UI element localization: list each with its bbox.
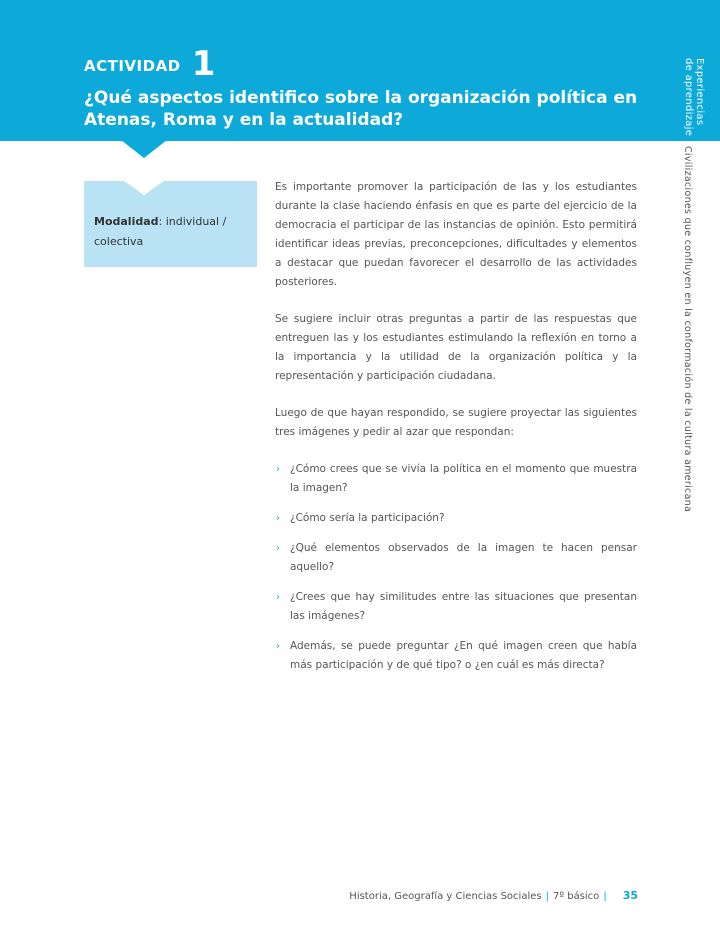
- footer-separator: |: [603, 891, 607, 902]
- activity-label: ACTIVIDAD: [84, 57, 181, 75]
- list-item: › ¿Cómo sería la participación?: [275, 509, 637, 528]
- list-item: › Además, se puede preguntar ¿En qué imagen creen que había más participación y de qué tipo? o ¿en cuál es más directa?: [275, 637, 637, 675]
- footer-grade: 7º básico: [552, 891, 600, 902]
- page-number: 35: [622, 889, 638, 902]
- side-label-section: [683, 58, 705, 136]
- modality-value: : individual / colectiva: [94, 215, 227, 248]
- page-footer: [349, 889, 638, 902]
- activity-heading: [84, 44, 215, 84]
- modality-notch: [124, 181, 164, 195]
- side-label-line-1: Experiencias: [694, 58, 705, 126]
- question-list: [275, 460, 637, 675]
- footer-separator: |: [545, 891, 549, 902]
- paragraph-1: Es importante promover la participación de las y los estudiantes durante la clase haciendo énfasis en que es parte del ejercicio de la democracia el participar de las instancias de opinión. Esto permitirá identificar ideas previas, preconcepciones, dificultades y elementos a destacar que puedan favorecer el desarrollo de las actividades posteriores.: [275, 181, 637, 288]
- modality-text: [94, 212, 244, 252]
- page-title: ¿Qué aspectos identifico sobre la organización política en Atenas, Roma y en la actualidad?: [84, 88, 638, 130]
- header-notch: [121, 140, 167, 158]
- bullet-icon: ›: [276, 592, 280, 603]
- footer-subject: Historia, Geografía y Ciencias Sociales: [349, 891, 542, 902]
- bullet-icon: ›: [276, 543, 280, 554]
- bullet-icon: ›: [276, 464, 280, 475]
- list-item: › ¿Qué elementos observados de la imagen te hacen pensar aquello?: [275, 539, 637, 577]
- bullet-icon: ›: [276, 513, 280, 524]
- paragraph-3: Luego de que hayan respondido, se sugiere proyectar las siguientes tres imágenes y pedir al azar que respondan:: [275, 407, 637, 438]
- body-content: [275, 178, 637, 686]
- activity-number: 1: [191, 44, 216, 84]
- list-item: › ¿Cómo crees que se vivía la política en el momento que muestra la imagen?: [275, 460, 637, 498]
- modality-label: Modalidad: [94, 215, 159, 228]
- paragraph-2: Se sugiere incluir otras preguntas a partir de las respuestas que entreguen las y los estudiantes estimulando la reflexión en torno a la importancia y la utilidad de la organización política y la representación y participación ciudadana.: [275, 313, 637, 382]
- side-label-line-2: de aprendizaje: [683, 58, 694, 137]
- bullet-icon: ›: [276, 641, 280, 652]
- list-item: › ¿Crees que hay similitudes entre las situaciones que presentan las imágenes?: [275, 588, 637, 626]
- side-label-unit: Civilizaciones que confluyen en la conformación de la cultura americana: [682, 146, 693, 513]
